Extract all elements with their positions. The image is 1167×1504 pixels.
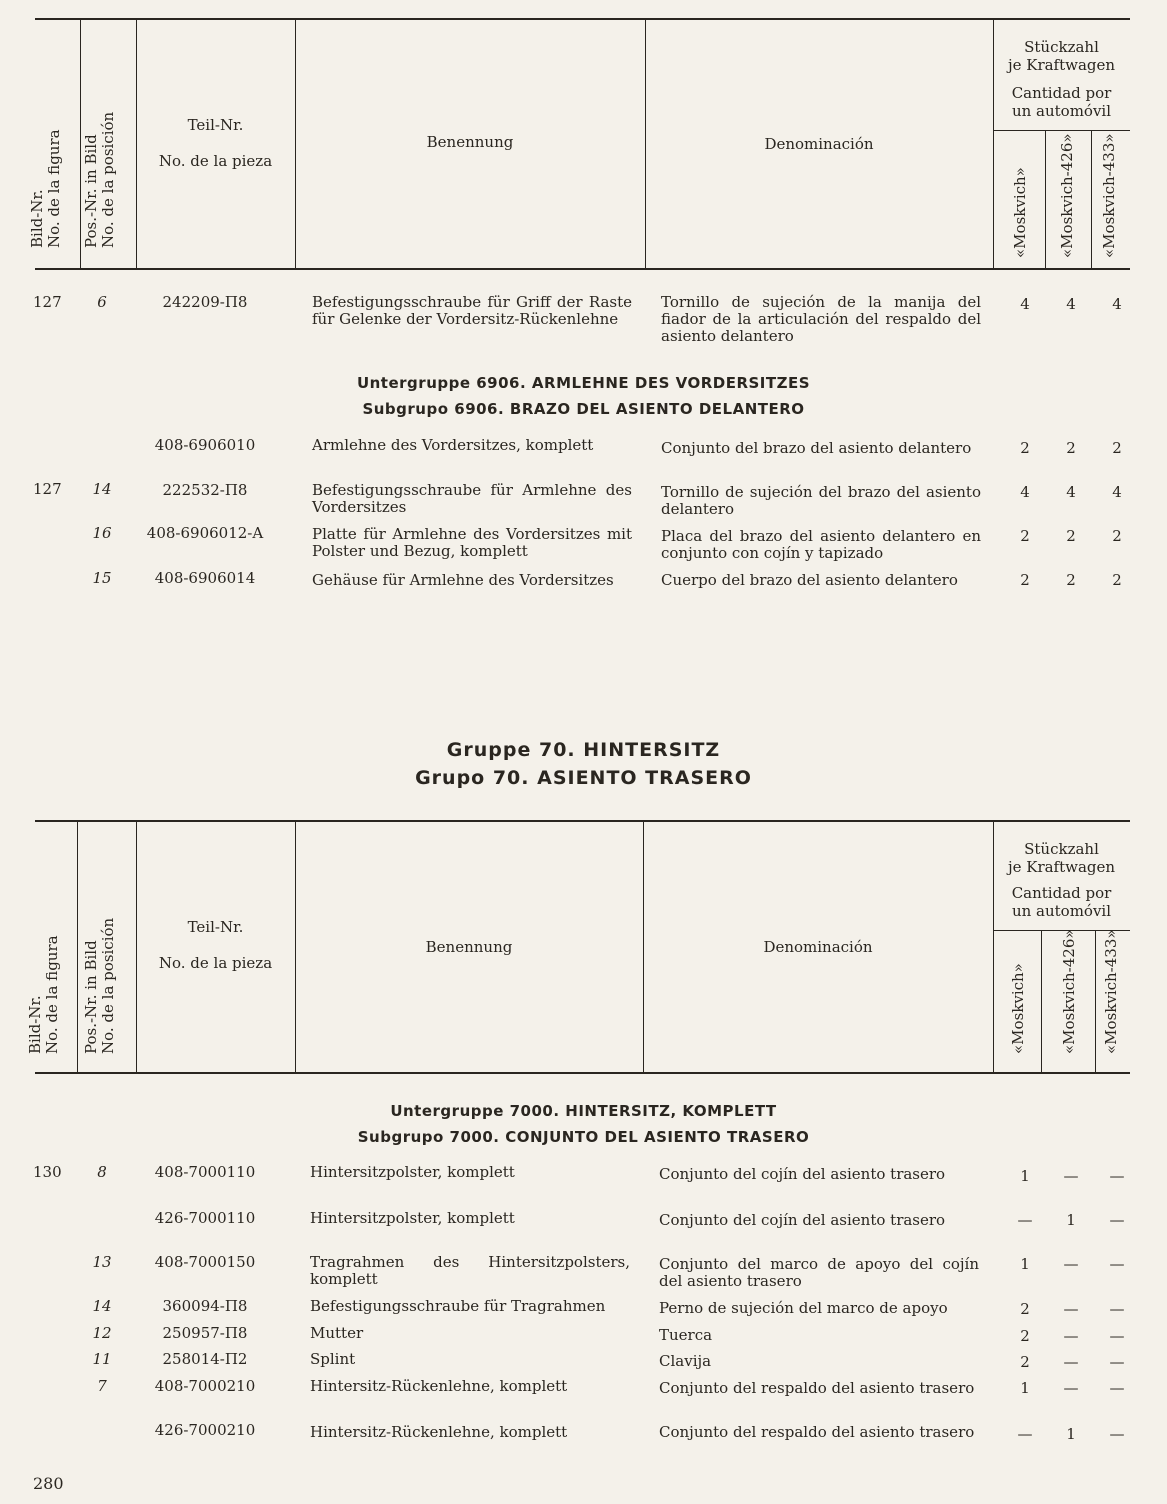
subgroup-6906-de: Untergruppe 6906. ARMLEHNE DES VORDERSITZES <box>356 374 811 392</box>
header-cantidad: Cantidad por un automóvil <box>1011 84 1112 120</box>
page-number: 280 <box>33 1474 64 1493</box>
group-70-de: Gruppe 70. HINTERSITZ <box>446 739 721 761</box>
header-stueck: Stückzahl je Kraftwagen <box>1007 840 1116 876</box>
header-bild: Bild-Nr. No. de la figura <box>28 129 63 248</box>
header-denominacion: Denominación <box>764 135 874 153</box>
header-m1: «Moskvich» <box>1011 167 1029 258</box>
header-m3: «Moskvich-433» <box>1102 929 1120 1054</box>
header-pos: Pos.-Nr. in Bild No. de la posición <box>82 111 117 248</box>
header-m2: «Moskvich-426» <box>1058 133 1076 258</box>
header-denominacion: Denominación <box>763 938 873 956</box>
header-bild: Bild-Nr. No. de la figura <box>26 935 61 1054</box>
header-m2: «Moskvich-426» <box>1060 929 1078 1054</box>
table-header-1 <box>28 18 1130 270</box>
header-m3: «Moskvich-433» <box>1100 133 1118 258</box>
subgroup-7000-es: Subgrupo 7000. CONJUNTO DEL ASIENTO TRASERO <box>357 1128 810 1146</box>
table-header-2 <box>26 820 1130 1074</box>
header-m1: «Moskvich» <box>1009 963 1027 1054</box>
header-teil: Teil-Nr. No. de la pieza <box>158 918 273 972</box>
header-stueck: Stückzahl je Kraftwagen <box>1007 38 1116 74</box>
header-benennung: Benennung <box>426 133 514 151</box>
subgroup-6906-es: Subgrupo 6906. BRAZO DEL ASIENTO DELANTERO <box>362 400 805 418</box>
subgroup-7000-de: Untergruppe 7000. HINTERSITZ, KOMPLETT <box>390 1102 777 1120</box>
header-cantidad: Cantidad por un automóvil <box>1011 884 1112 920</box>
header-pos: Pos.-Nr. in Bild No. de la posición <box>82 917 117 1054</box>
header-teil: Teil-Nr. No. de la pieza <box>158 116 273 170</box>
header-benennung: Benennung <box>425 938 513 956</box>
group-70-es: Grupo 70. ASIENTO TRASERO <box>415 767 752 789</box>
